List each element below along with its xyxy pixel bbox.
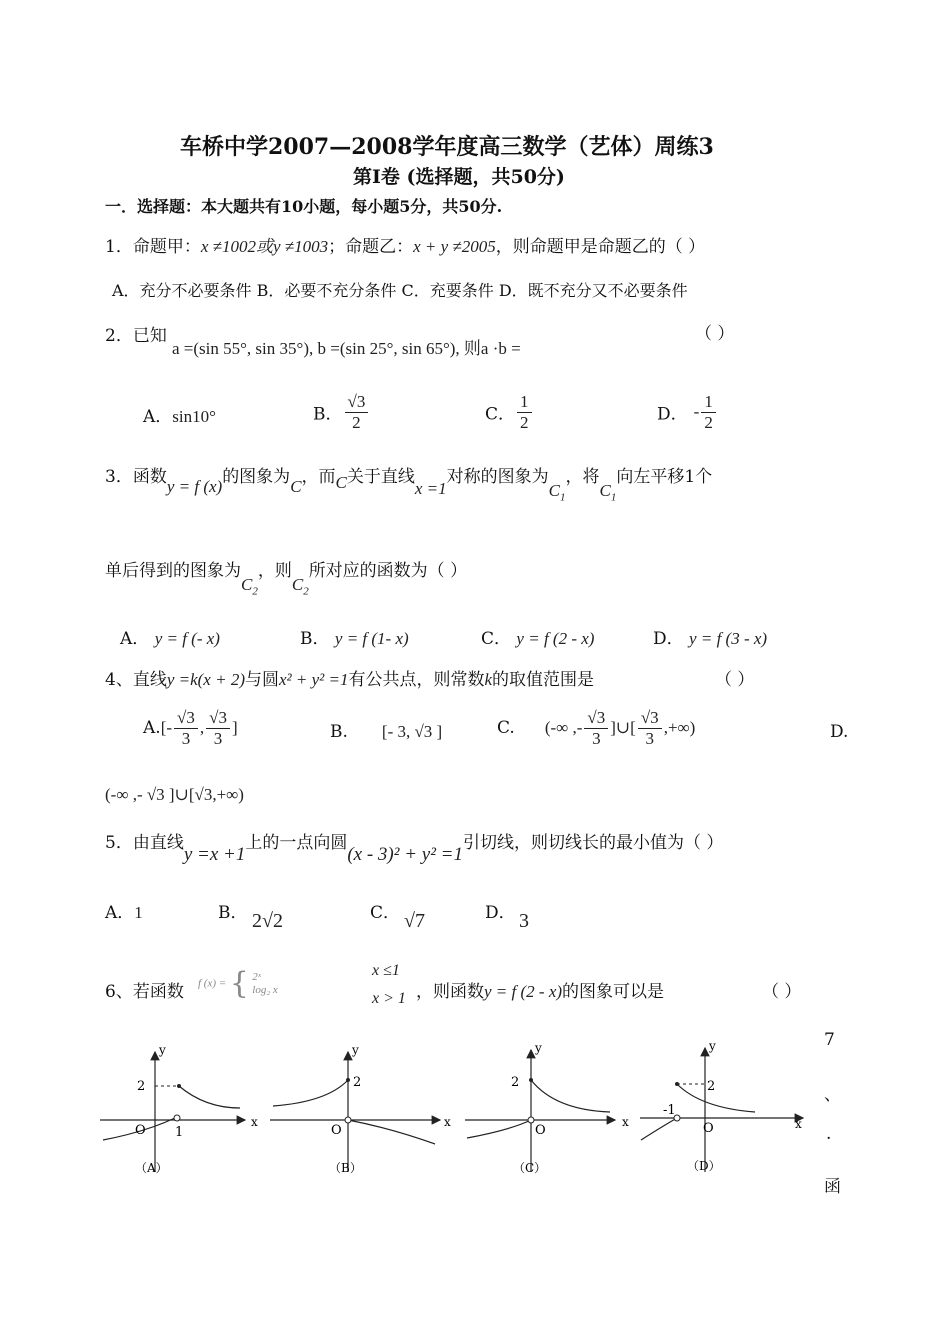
- graph-d-curve-left: [641, 1118, 677, 1140]
- q2-pre: 2．已知: [105, 326, 167, 346]
- graph-a-mark-2: 2: [137, 1079, 146, 1094]
- graph-b-origin: O: [331, 1123, 342, 1138]
- q5-math-2: (x - 3)² + y² =1: [347, 844, 463, 865]
- q2-option-a: [143, 402, 216, 427]
- q2-option-d-sign: -: [693, 402, 700, 422]
- q4-option-a-frac-2: [206, 708, 230, 748]
- q1-cond1: x ≠1002或y ≠1003: [200, 237, 329, 256]
- q1-pre: 1．命题甲：: [105, 237, 201, 257]
- q1-post: ，则命题甲是命题乙的（ ）: [495, 237, 706, 257]
- graph-c-curve-left: [467, 1120, 531, 1138]
- q2-option-b-den: 2: [352, 412, 361, 432]
- q3-math-5: [548, 481, 566, 504]
- q4-option-c-num-2: √3: [638, 708, 662, 729]
- section-heading: 一．选择题：本大题共有10小题，每小题5分，共50分.: [105, 197, 503, 216]
- q5-text-3: 引切线，则切线长的最小值为（ ）: [462, 833, 724, 853]
- q6-graphs: [95, 1040, 815, 1190]
- q5-option-a-value: 1: [134, 903, 143, 922]
- q3-option-d-label: D．: [653, 629, 684, 649]
- graph-b-open-dot: [345, 1117, 351, 1123]
- q4-option-c-open: (-∞ ,-: [544, 718, 583, 738]
- graph-d-y-label: y: [709, 1040, 716, 1053]
- q6-piecewise-fx: f (x) =: [198, 977, 227, 990]
- q4-text-3: 有公共点，则常数: [348, 670, 485, 690]
- q7-fragment-1: 7: [824, 1030, 835, 1050]
- graph-c-origin: O: [535, 1123, 546, 1138]
- graph-b: [270, 1043, 451, 1175]
- q4-option-a-close: ]: [231, 718, 238, 738]
- q4-text-2: 与圆: [244, 670, 279, 690]
- question-3-line-1: [105, 462, 713, 504]
- graph-c: [465, 1041, 629, 1175]
- q3-option-b-value: y = f (1- x): [334, 629, 409, 648]
- q6-condition-1: x ≤1: [372, 962, 400, 979]
- q2-option-a-value: sin10°: [172, 407, 216, 426]
- q2-option-b-label: B．: [313, 404, 343, 425]
- q2-option-b-fraction: [345, 392, 369, 432]
- q4-option-c-frac-1: [584, 708, 608, 748]
- graph-b-y-label: y: [352, 1043, 359, 1057]
- q3-math-5-base: C: [548, 481, 560, 500]
- q4-math-1: y =k(x + 2): [166, 670, 245, 689]
- q3-math-6-base: C: [599, 481, 611, 500]
- q4-math-2: x² + y² =1: [278, 670, 349, 689]
- q7-fragment-2: 、: [824, 1085, 841, 1105]
- q5-option-b-value: 2√2: [252, 910, 283, 932]
- q3-option-c-value: y = f (2 - x): [516, 629, 595, 648]
- graph-b-curve-right: [348, 1120, 435, 1144]
- q3-option-c-label: C．: [481, 629, 512, 649]
- q3-text-5: 对称的图象为: [446, 467, 549, 487]
- graph-d-dot: [675, 1082, 679, 1086]
- q3-text-3: ，而: [301, 467, 336, 487]
- q3-math-1: y = f (x): [166, 477, 223, 496]
- q3-math-8: [291, 575, 309, 598]
- question-6: [105, 977, 184, 1002]
- q3-option-d: [653, 624, 767, 649]
- graph-d-origin: O: [703, 1121, 714, 1136]
- q3-text-7: 向左平移1个: [616, 467, 713, 487]
- q5-option-d: [485, 898, 516, 923]
- question-1: [105, 232, 705, 257]
- graph-c-x-label: x: [622, 1115, 629, 1129]
- q2-option-c-num: 1: [517, 392, 532, 413]
- q2-option-d-den: 2: [704, 412, 713, 432]
- graph-a-dot: [177, 1084, 181, 1088]
- q2-option-d-num: 1: [701, 392, 716, 413]
- q2-option-a-label: A．: [143, 407, 173, 427]
- q5-option-c-label: C．: [370, 903, 401, 923]
- q4-paren: （ ）: [715, 670, 755, 690]
- q4-option-c-den-2: 3: [645, 728, 655, 748]
- q2-option-c: [485, 392, 534, 432]
- q3-option-a-value: y = f (- x): [154, 629, 220, 648]
- q4-text-4: 的取值范围是: [492, 670, 595, 690]
- graph-c-curve-right: [531, 1080, 610, 1112]
- q3-text-4: 关于直线: [346, 467, 415, 487]
- q5-option-c-value: √7: [404, 910, 425, 932]
- q5-text-1: 5．由直线: [105, 833, 184, 853]
- q3-text-6: ，将: [565, 467, 600, 487]
- q6-text-1: 6、若函数: [105, 982, 184, 1002]
- graph-d: [640, 1040, 803, 1173]
- graph-b-mark-2: 2: [353, 1075, 362, 1090]
- q6-brace: {: [229, 966, 249, 1001]
- q6-condition-2: x > 1: [372, 990, 406, 1007]
- q2-option-c-den: 2: [520, 412, 529, 432]
- graph-d-mark-2: 2: [707, 1079, 716, 1094]
- q1-cond2: x + y ≠2005: [413, 237, 496, 256]
- graph-b-x-label: x: [444, 1115, 451, 1129]
- q1-options: A．充分不必要条件 B．必要不充分条件 C．充要条件 D．既不充分又不必要条件: [112, 281, 688, 300]
- q6-paren: （ ）: [762, 982, 802, 1002]
- q3-option-b: [300, 624, 409, 649]
- q3-option-b-label: B．: [300, 629, 330, 649]
- q6-piecewise: [198, 966, 278, 1001]
- graph-b-dot: [346, 1078, 350, 1082]
- q5-option-b: [218, 898, 248, 923]
- graph-a-y-label: y: [159, 1043, 166, 1057]
- q2-option-c-label: C．: [485, 404, 516, 425]
- graph-c-dot: [529, 1078, 533, 1082]
- q6-case-1: 2ˣ: [252, 971, 261, 984]
- question-3-line-2: [105, 556, 468, 598]
- q5-option-d-value: 3: [519, 910, 529, 932]
- q6-rest: [416, 977, 664, 1002]
- q6-case-2: log₂ x: [252, 983, 278, 996]
- q6-text-2: ，则函数: [416, 982, 484, 1002]
- q2-option-d: [657, 392, 718, 432]
- question-5: [105, 828, 724, 865]
- graph-a-open-dot: [174, 1115, 180, 1121]
- page-title: 车桥中学2007—2008学年度高三数学（艺体）周练3: [180, 134, 714, 160]
- q4-option-a-den-1: 3: [181, 728, 191, 748]
- q3-math-8-base: C: [291, 575, 304, 594]
- q2-option-d-label: D．: [657, 404, 688, 425]
- q3-math-8-sub: 2: [303, 585, 309, 598]
- q4-option-c-num-1: √3: [584, 708, 608, 729]
- q4-option-a-den-2: 3: [213, 728, 223, 748]
- q3-math-6: [599, 481, 617, 504]
- q5-math-1: y =x +1: [183, 844, 246, 865]
- q4-option-b: [330, 722, 442, 742]
- q4-option-a-frac-1: [174, 708, 198, 748]
- graph-b-curve-left: [273, 1080, 348, 1106]
- q3-math-7-sub: 2: [252, 585, 258, 598]
- graph-a: [100, 1043, 258, 1175]
- graph-d-x-label: x: [795, 1117, 802, 1131]
- q4-option-a-label: A.: [143, 718, 161, 739]
- q4-option-c-label: C.: [497, 718, 515, 739]
- graph-c-caption: （C）: [513, 1161, 547, 1175]
- q3-option-a-label: A．: [120, 629, 150, 649]
- q6-text-3: 的图象可以是: [562, 982, 665, 1002]
- q2-paren: （ ）: [695, 324, 735, 344]
- q2-option-d-fraction: [701, 392, 716, 432]
- q4-option-d-value: (-∞ ,- √3 ]∪[√3,+∞): [105, 785, 244, 804]
- q4-option-b-value: [- 3, √3 ]: [381, 722, 443, 741]
- graph-d-caption: （D）: [687, 1159, 721, 1173]
- q4-option-b-label: B.: [330, 722, 348, 742]
- question-4: [105, 665, 594, 690]
- q3-math-3: C: [335, 473, 347, 492]
- q5-option-d-label: D．: [485, 903, 516, 923]
- q2-option-b-num: √3: [345, 392, 369, 413]
- q3-math-2: C: [290, 477, 302, 496]
- q3-option-c: [481, 624, 594, 649]
- q2-option-b: [313, 392, 370, 432]
- graph-a-mark-1: 1: [175, 1125, 184, 1140]
- q3-option-a: [120, 624, 220, 649]
- q3-math-5-sub: 1: [560, 491, 566, 504]
- q3-text-1: 3．函数: [105, 467, 167, 487]
- q4-option-a-num-2: √3: [206, 708, 230, 729]
- q4-option-c-frac-2: [638, 708, 662, 748]
- graph-a-caption: （A）: [135, 1161, 168, 1175]
- q5-option-a: [105, 898, 143, 923]
- q5-option-b-label: B．: [218, 903, 248, 923]
- graph-a-origin: O: [135, 1123, 146, 1138]
- q4-option-c-den-1: 3: [592, 728, 601, 748]
- q2-expression: a =(sin 55°, sin 35°), b =(sin 25°, sin 65°), 则a ·b =: [172, 339, 521, 358]
- q7-fragment-4: 函: [824, 1177, 841, 1197]
- q2-option-c-fraction: [517, 392, 532, 432]
- graph-c-open-dot: [528, 1117, 534, 1123]
- q5-option-c: [370, 898, 400, 923]
- graph-d-mark-neg1: -1: [663, 1103, 676, 1118]
- q3-text-2: 的图象为: [222, 467, 291, 487]
- q3-line2-text-c: 所对应的函数为（ ）: [308, 561, 468, 581]
- q5-option-a-label: A．: [105, 903, 135, 923]
- graph-c-y-label: y: [535, 1041, 542, 1055]
- q4-math-3: k: [484, 670, 493, 689]
- q4-option-c-close: ,+∞): [663, 718, 696, 738]
- q3-line2-text-b: ，则: [257, 561, 292, 581]
- q4-option-c: [497, 708, 695, 748]
- q4-option-a-num-1: √3: [174, 708, 198, 729]
- graph-d-curve-right: [677, 1084, 755, 1112]
- q3-math-6-sub: 1: [610, 491, 617, 504]
- q3-option-d-value: y = f (3 - x): [689, 629, 768, 648]
- graph-c-mark-2: 2: [511, 1075, 520, 1090]
- q6-math-1: y = f (2 - x): [484, 982, 563, 1001]
- graph-a-curve-right: [179, 1086, 240, 1108]
- q3-math-4: x =1: [414, 479, 447, 498]
- page-subtitle: 第I卷 (选择题，共50分): [353, 166, 565, 188]
- graph-a-x-label: x: [251, 1115, 258, 1129]
- question-2: [105, 321, 167, 346]
- q4-text-1: 4、直线: [105, 670, 167, 690]
- q3-line2-text-a: 单后得到的图象为: [105, 561, 241, 581]
- q4-option-a-open: [-: [160, 718, 173, 738]
- q5-text-2: 上的一点向圆: [245, 833, 348, 853]
- q7-fragment-3: .: [826, 1124, 832, 1144]
- graph-b-caption: （B）: [329, 1161, 362, 1175]
- q3-math-7-base: C: [241, 575, 253, 594]
- q4-option-a: A.[- $\frac{√3}{3}$ , $\frac{√3}{3}$ ]: [143, 708, 238, 748]
- q4-option-d-label: D.: [830, 722, 849, 742]
- q3-math-7: [241, 575, 258, 598]
- q1-mid: ；命题乙：: [328, 237, 414, 257]
- q4-option-c-union: ]∪[: [610, 718, 636, 738]
